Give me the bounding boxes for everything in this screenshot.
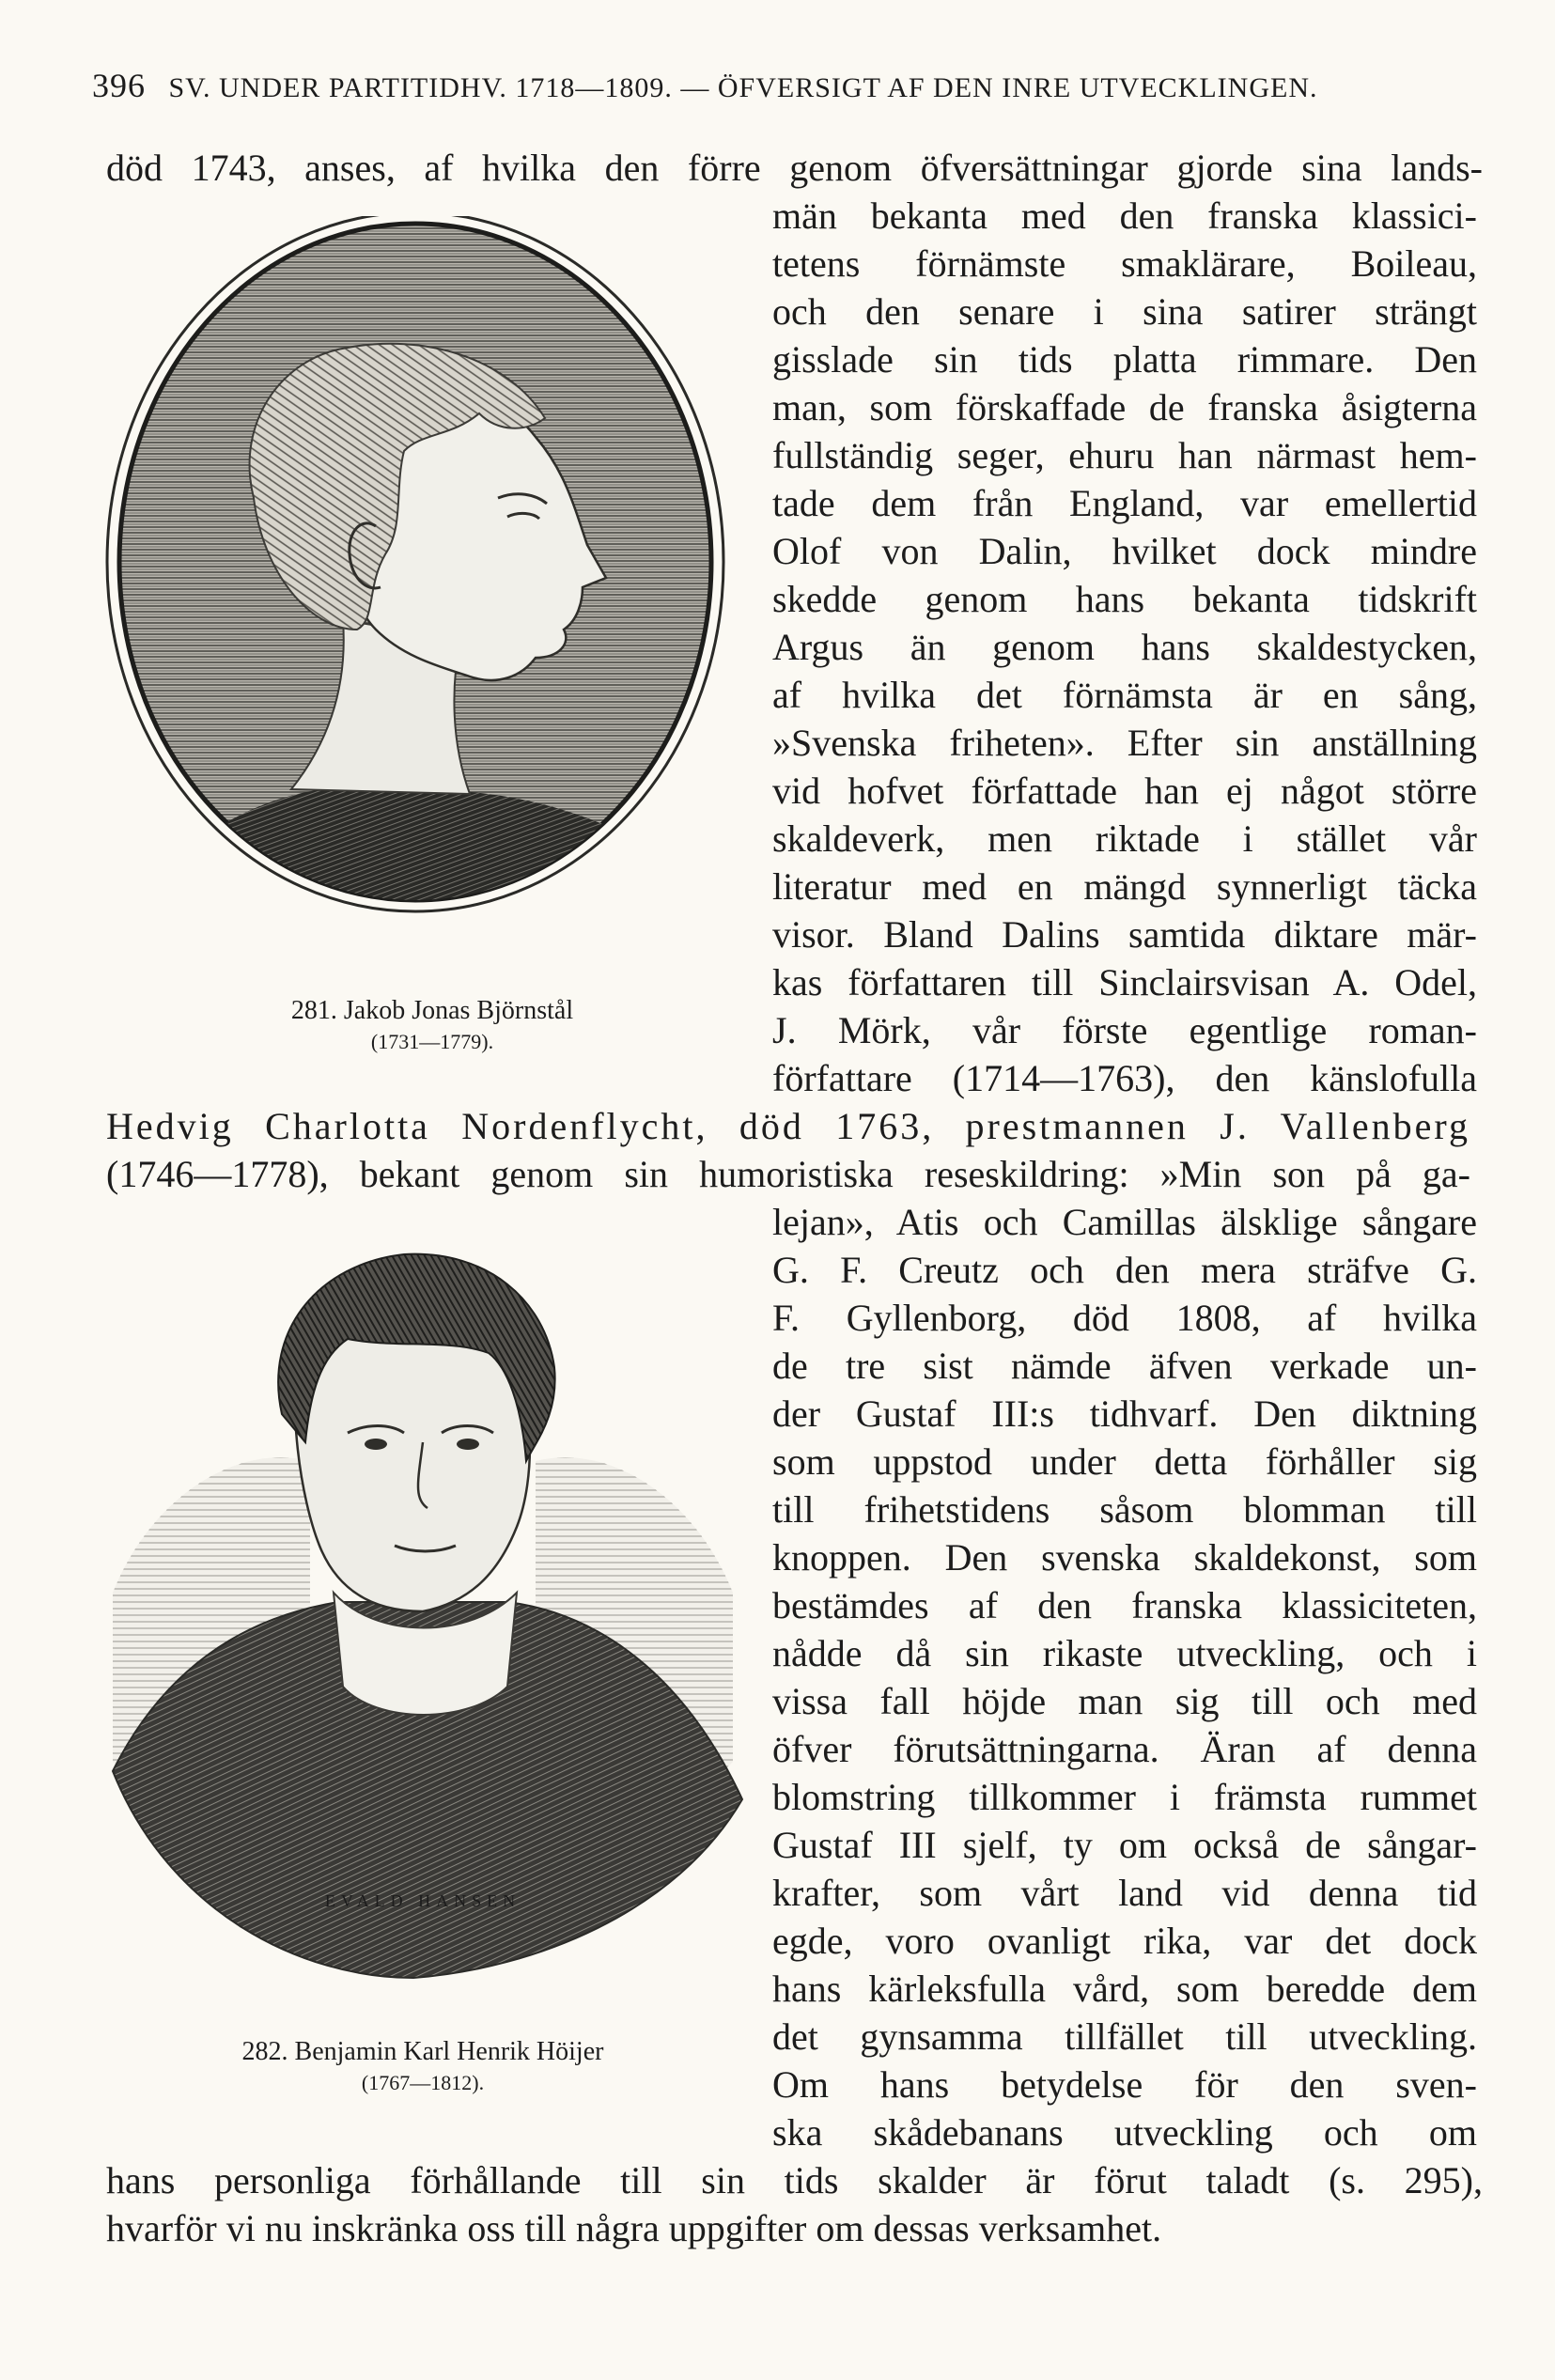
text-line: man, som förskaffade de franska åsigterna [772,386,1477,428]
text-line: »Svenska friheten». Efter sin anställning [772,722,1477,764]
portrait-figure-282 [94,1198,752,2062]
text-line: egde, voro ovanligt rika, var det dock [772,1920,1477,1962]
text-line: tetens förnämste smaklärare, Boileau, [772,242,1477,285]
text-line: Gustaf III sjelf, ty om också de sångar- [772,1824,1477,1866]
text-line: och den senare i sina satirer strängt [772,290,1477,333]
text-line: krafter, som vårt land vid denna tid [772,1872,1477,1914]
text-line: ska skådebanans utveckling och om [772,2111,1477,2154]
page-number: 396 [92,67,146,104]
text-line: hvarför vi nu inskränka oss till några uppgifter om dessas verksamhet. [106,2207,1162,2249]
text-line: det gynsamma tillfället till utveckling. [772,2015,1477,2058]
text-line: skedde genom hans bekanta tidskrift [772,578,1477,620]
vignette-portrait-engraving [94,1198,752,2062]
text-line: Argus än genom hans skaldestycken, [772,626,1477,668]
medallion-portrait-engraving [94,216,752,977]
text-line: öfver förutsättningarna. Äran af denna [772,1728,1477,1770]
text-line: bestämdes af den franska klassiciteten, [772,1584,1477,1626]
text-line: der Gustaf III:s tidhvarf. Den diktning [772,1392,1477,1435]
text-line: gisslade sin tids platta rimmare. Den [772,338,1477,381]
text-line: författare (1714—1763), den känslofulla [772,1057,1477,1099]
engraver-signature: EVALD HANSEN [324,1891,521,1910]
text-line: visor. Bland Dalins samtida diktare mär- [772,913,1477,956]
text-line: fullständig seger, ehuru han närmast hem- [772,434,1477,476]
figure-281-dates: (1731—1779). [370,1030,494,1053]
text-line: F. Gyllenborg, död 1808, af hvilka [772,1297,1477,1339]
figure-282-name: Benjamin Karl Henrik Höijer [294,2037,604,2066]
text-line: af hvilka det förnämsta är en sång, [772,674,1477,716]
text-line: tade dem från England, var emellertid [772,482,1477,524]
text-line: nådde då sin rikaste utveckling, och i [772,1632,1477,1674]
text-line: vissa fall höjde man sig till och med [772,1680,1477,1722]
text-line: G. F. Creutz och den mera sträfve G. [772,1249,1477,1291]
text-line: kas författaren till Sinclairsvisan A. Odel, [772,961,1477,1003]
text-line: knoppen. Den svenska skaldekonst, som [772,1536,1477,1579]
figure-281-caption [197,996,667,1054]
text-line: Olof von Dalin, hvilket dock mindre [772,530,1477,572]
text-line: J. Mörk, vår förste egentlige roman- [772,1009,1477,1051]
text-line: literatur med en mängd synnerligt täcka [772,865,1477,908]
text-line: hans personliga förhållande till sin tids skalder är förut taladt (s. 295), [106,2159,1483,2201]
text-line: död 1743, anses, af hvilka den förre genom öfversättningar gjorde sina lands- [106,147,1483,189]
text-line: till frihetstidens såsom blomman till [772,1488,1477,1531]
text-line: Om hans betydelse för den sven- [772,2063,1477,2106]
portrait-figure-281 [94,216,752,977]
running-title: SV. UNDER PARTITIDHV. 1718—1809. — ÖFVERSIGT AF DEN INRE UTVECKLINGEN. [168,72,1318,103]
text-line: blomstring tillkommer i främsta rummet [772,1776,1477,1818]
figure-282-number: 282. [241,2037,288,2066]
text-line: de tre sist nämde äfven verkade un- [772,1345,1477,1387]
text-line: som uppstod under detta förhåller sig [772,1440,1477,1483]
figure-282-caption [141,2037,705,2095]
text-line: lejan», Atis och Camillas älsklige sångare [772,1201,1477,1243]
figure-281-number: 281. [290,996,337,1025]
text-line: hans kärleksfulla vård, som beredde dem [772,1968,1477,2010]
figure-282-dates: (1767—1812). [361,2071,485,2094]
text-line: män bekanta med den franska klassici- [772,194,1477,237]
text-line: (1746—1778), bekant genom sin humoristiska reseskildring: »Min son på ga- [106,1153,1470,1195]
text-line: skaldeverk, men riktade i stället vår [772,817,1477,860]
running-header [92,66,1445,105]
figure-281-name: Jakob Jonas Björnstål [343,996,574,1025]
text-line: vid hofvet författade han ej något större [772,770,1477,812]
text-line: Hedvig Charlotta Nordenflycht, död 1763, prestmannen J. Vallenberg [106,1105,1470,1147]
